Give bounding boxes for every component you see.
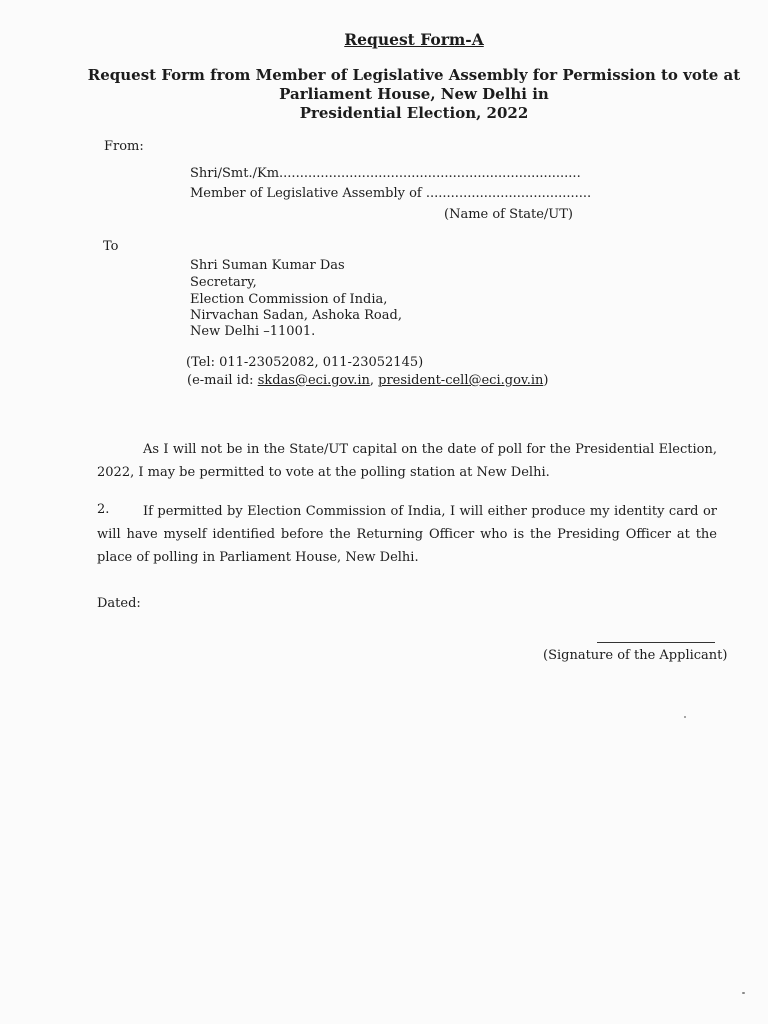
- paragraph-2: If permitted by Election Commission of India, I will either produce my identity card or will have myself identified before the Returning Officer who is the Presiding Officer at the place of polling in Parliament House, New Delhi.: [97, 504, 717, 565]
- email-separator: ,: [369, 373, 379, 388]
- address-line-2: Secretary,: [190, 275, 257, 290]
- email-suffix: ): [543, 373, 549, 388]
- email-link-president-cell[interactable]: president-cell@eci.gov.in: [378, 373, 544, 388]
- signature-line: [597, 642, 715, 643]
- telephone-numbers: (Tel: 011-23052082, 011-23052145): [186, 355, 424, 370]
- address-line-3: Election Commission of India,: [190, 292, 388, 307]
- paragraph-2-number: 2.: [97, 502, 110, 517]
- dated-label: Dated:: [97, 596, 141, 611]
- scan-speck: [742, 992, 745, 994]
- address-line-1: Shri Suman Kumar Das: [190, 258, 345, 273]
- paragraph-1: As I will not be in the State/UT capital on the date of poll for the Presidential Election, 2022, I may be permitted to vote at the polling station at New Delhi.: [97, 442, 717, 480]
- heading-line-2: Parliament House, New Delhi in: [279, 85, 549, 103]
- state-hint: (Name of State/UT): [444, 207, 573, 222]
- to-label: To: [103, 239, 119, 254]
- scan-speck: [684, 716, 686, 718]
- email-prefix: (e-mail id:: [187, 373, 258, 388]
- email-line: [187, 371, 548, 390]
- assembly-line: Member of Legislative Assembly of ........................................: [190, 186, 592, 201]
- email-link-skdas[interactable]: skdas@eci.gov.in: [257, 373, 370, 388]
- signature-label: (Signature of the Applicant): [543, 648, 728, 663]
- from-label: From:: [104, 139, 144, 154]
- address-line-4: Nirvachan Sadan, Ashoka Road,: [190, 308, 402, 323]
- heading-line-1: Request Form from Member of Legislative Assembly for Permission to vote at: [87, 66, 741, 84]
- heading-line-3: Presidential Election, 2022: [299, 104, 529, 122]
- form-title: Request Form-A: [344, 30, 484, 49]
- address-line-5: New Delhi –11001.: [190, 324, 316, 339]
- applicant-name-line: Shri/Smt./Km.........................................................................: [190, 166, 581, 181]
